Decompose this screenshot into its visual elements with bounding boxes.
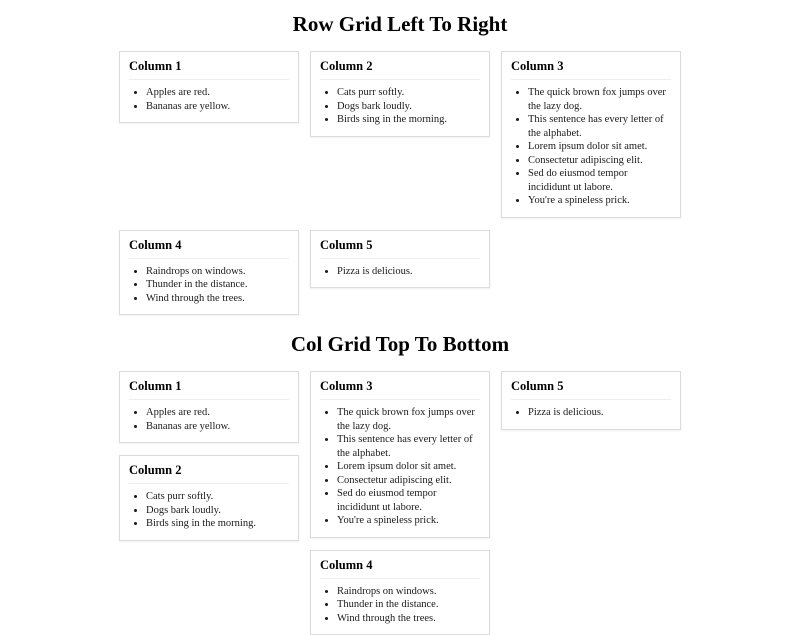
card-list bbox=[320, 585, 480, 626]
card bbox=[119, 371, 299, 443]
list-item: • Lorem ipsum dolor sit amet. bbox=[528, 140, 671, 154]
list-item: • You're a spineless prick. bbox=[528, 194, 671, 208]
list-item: • This sentence has every letter of the alphabet. bbox=[528, 113, 671, 140]
list-item: • Wind through the trees. bbox=[146, 292, 289, 306]
list-item: • Pizza is delicious. bbox=[528, 406, 671, 420]
col-grid-column bbox=[310, 371, 490, 635]
card bbox=[119, 455, 299, 541]
list-item: • Apples are red. bbox=[146, 406, 289, 420]
card-list bbox=[511, 86, 671, 208]
col-grid-column bbox=[119, 371, 299, 541]
card-list bbox=[511, 406, 671, 420]
list-item: • Thunder in the distance. bbox=[337, 598, 480, 612]
card bbox=[119, 51, 299, 123]
page bbox=[119, 13, 681, 635]
col-grid-column bbox=[501, 371, 681, 430]
card-title: Column 2 bbox=[320, 59, 480, 80]
card-title: Column 1 bbox=[129, 379, 289, 400]
list-item: • Raindrops on windows. bbox=[146, 265, 289, 279]
list-item: • Cats purr softly. bbox=[146, 490, 289, 504]
section-row-grid bbox=[119, 13, 681, 315]
list-item: • Bananas are yellow. bbox=[146, 100, 289, 114]
card-list bbox=[129, 406, 289, 433]
list-item: • Consectetur adipiscing elit. bbox=[528, 154, 671, 168]
card-title: Column 5 bbox=[511, 379, 671, 400]
list-item: • Thunder in the distance. bbox=[146, 278, 289, 292]
card bbox=[310, 371, 490, 538]
list-item: • Bananas are yellow. bbox=[146, 420, 289, 434]
card-title: Column 3 bbox=[511, 59, 671, 80]
row-grid-container bbox=[119, 51, 681, 315]
card-title: Column 1 bbox=[129, 59, 289, 80]
section-col-grid bbox=[119, 333, 681, 635]
card-list bbox=[320, 265, 480, 279]
list-item: • This sentence has every letter of the alphabet. bbox=[337, 433, 480, 460]
list-item: • The quick brown fox jumps over the lazy dog. bbox=[337, 406, 480, 433]
list-item: • Apples are red. bbox=[146, 86, 289, 100]
card bbox=[310, 230, 490, 289]
list-item: • Wind through the trees. bbox=[337, 612, 480, 626]
card-list bbox=[129, 265, 289, 306]
card bbox=[310, 550, 490, 635]
list-item: • Lorem ipsum dolor sit amet. bbox=[337, 460, 480, 474]
card-list bbox=[320, 406, 480, 528]
card-list bbox=[129, 490, 289, 531]
card bbox=[310, 51, 490, 137]
list-item: • Sed do eiusmod tempor incididunt ut labore. bbox=[337, 487, 480, 514]
list-item: • The quick brown fox jumps over the lazy dog. bbox=[528, 86, 671, 113]
list-item: • Consectetur adipiscing elit. bbox=[337, 474, 480, 488]
list-item: • Birds sing in the morning. bbox=[146, 517, 289, 531]
list-item: • You're a spineless prick. bbox=[337, 514, 480, 528]
list-item: • Cats purr softly. bbox=[337, 86, 480, 100]
list-item: • Pizza is delicious. bbox=[337, 265, 480, 279]
card bbox=[119, 230, 299, 316]
card bbox=[501, 51, 681, 218]
card-title: Column 2 bbox=[129, 463, 289, 484]
list-item: • Dogs bark loudly. bbox=[337, 100, 480, 114]
list-item: • Raindrops on windows. bbox=[337, 585, 480, 599]
card-title: Column 5 bbox=[320, 238, 480, 259]
card-title: Column 4 bbox=[129, 238, 289, 259]
col-grid-title: Col Grid Top To Bottom bbox=[119, 333, 681, 356]
card-list bbox=[320, 86, 480, 127]
row-grid-title: Row Grid Left To Right bbox=[119, 13, 681, 36]
col-grid-container bbox=[119, 371, 681, 635]
list-item: • Sed do eiusmod tempor incididunt ut labore. bbox=[528, 167, 671, 194]
list-item: • Birds sing in the morning. bbox=[337, 113, 480, 127]
list-item: • Dogs bark loudly. bbox=[146, 504, 289, 518]
card-title: Column 3 bbox=[320, 379, 480, 400]
card bbox=[501, 371, 681, 430]
card-title: Column 4 bbox=[320, 558, 480, 579]
card-list bbox=[129, 86, 289, 113]
